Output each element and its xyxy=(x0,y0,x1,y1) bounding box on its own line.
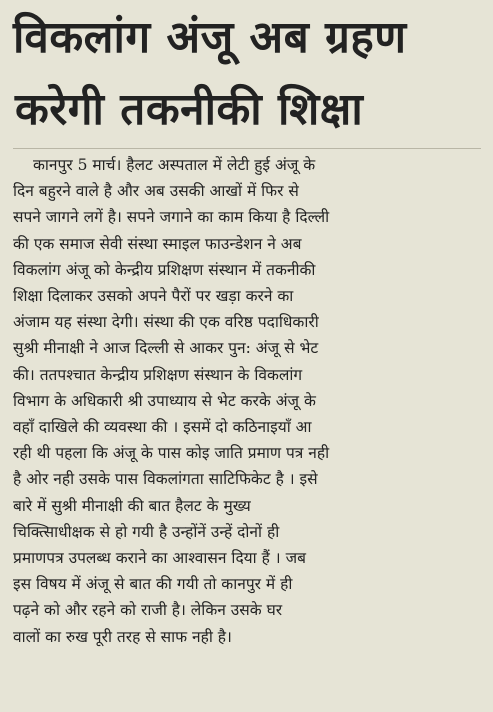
body-line: विभाग के अधिकारी श्री उपाध्याय से भेट करके अंजू के xyxy=(13,391,316,410)
body-line: चिक्त्सिाधीक्षक से हो गयी है उन्होंनें उन्हें दोनों ही xyxy=(13,522,280,541)
body-line: दिन बहुरने वाले है और अब उसकी आखों में फिर से xyxy=(13,182,299,201)
body-line: की। ततपश्चात केन्द्रीय प्रशिक्षण संस्थान के विकलांग xyxy=(13,365,303,384)
body-line: पढ़ने को और रहने को राजी है। लेकिन उसके घर xyxy=(13,601,283,620)
body-line: सुश्री मीनाक्षी ने आज दिल्ली से आकर पुन: अंजू से भेट xyxy=(13,339,319,358)
divider xyxy=(13,148,481,149)
body-line: है ओर नही उसके पास विकलांगता साटिफिकेट है । इसे xyxy=(13,470,318,489)
headline xyxy=(13,4,481,148)
body-line: इस विषय में अंजू से बात की गयी तो कानपुर में ही xyxy=(13,575,293,594)
body-line: रही थी पहला कि अंजू के पास कोइ जाति प्रमाण पत्र नही xyxy=(13,444,330,463)
body-line: वालों का रुख पूरी तरह से साफ नही है। xyxy=(13,627,232,646)
body-line: कानपुर 5 मार्च। हैलट अस्पताल में लेटी हुई अंजू के xyxy=(33,156,316,174)
headline-line-1: विकलांग अंजू अब ग्रहण xyxy=(13,12,407,63)
body-line: विकलांग अंजू को केन्द्रीय प्रशिक्षण संस्थान में तकनीकी xyxy=(13,260,316,279)
body-line: अंजाम यह संस्था देगी। संस्था की एक वरिष्ठ पदाधिकारी xyxy=(13,313,319,332)
body-line: शिक्षा दिलाकर उसको अपने पैरों पर खड़ा करने का xyxy=(13,287,294,306)
body-line: की एक समाज सेवी संस्था स्माइल फाउन्डेशन ने अब xyxy=(13,234,302,253)
body-line: सपने जागने लगें है। सपने जगाने का काम किया है दिल्ली xyxy=(13,208,330,227)
body-line: प्रमाणपत्र उपलब्ध कराने का आश्वासन दिया हैं । जब xyxy=(13,549,306,568)
body-line: बारे में सुश्री मीनाक्षी की बात हैलट के मुख्य xyxy=(13,496,251,515)
body-line: वहाँ दाखिले की व्यवस्था की । इसमें दो कठिनाइयाँ आ xyxy=(13,418,312,437)
headline-line-2: करेगी तकनीकी शिक्षा xyxy=(15,84,364,135)
article-body xyxy=(13,152,481,650)
